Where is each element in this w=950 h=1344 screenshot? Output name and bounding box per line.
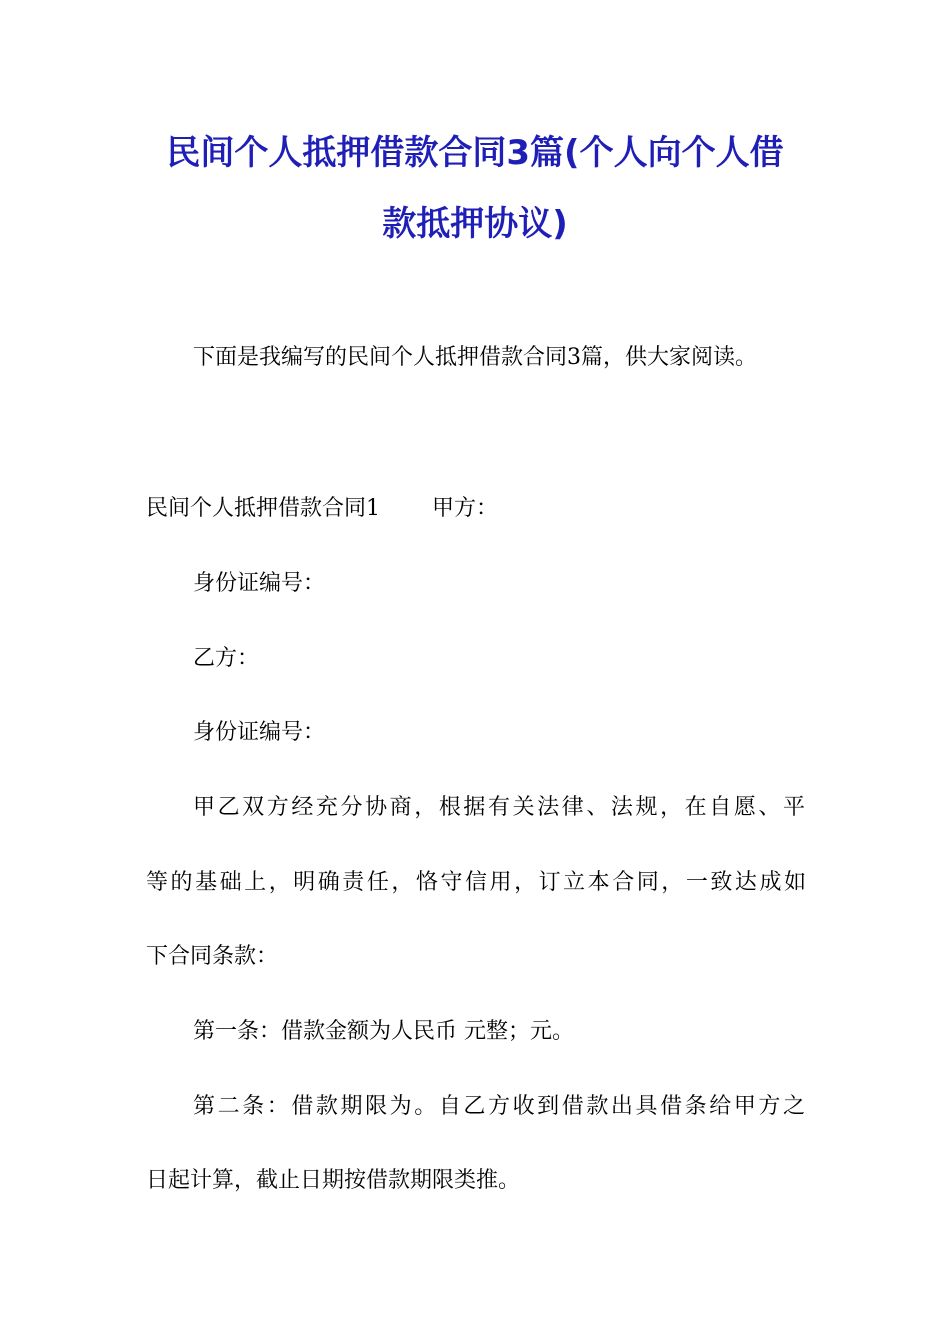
party-b-label: 乙方：	[193, 646, 260, 671]
party-b-id-label: 身份证编号：	[193, 720, 326, 745]
intro-paragraph: 下面是我编写的民间个人抵押借款合同3篇，供大家阅读。	[193, 345, 757, 370]
article-2-line-2: 日起计算，截止日期按借款期限类推。	[146, 1168, 521, 1193]
party-a-id-label: 身份证编号：	[193, 571, 326, 596]
preamble-line-1: 甲乙双方经充分协商，根据有关法律、法规，在自愿、平	[193, 795, 805, 820]
preamble-line-2: 等的基础上，明确责任，恪守信用，订立本合同，一致达成如	[146, 870, 806, 895]
document-title-line-1: 民间个人抵押借款合同3篇(个人向个人借	[166, 133, 784, 173]
article-2-line-1: 第二条：借款期限为。自乙方收到借款出具借条给甲方之	[193, 1094, 805, 1119]
party-a-label: 甲方：	[432, 496, 499, 521]
document-title-line-2: 款抵押协议)	[382, 204, 568, 244]
article-1: 第一条：借款金额为人民币 元整；元。	[193, 1019, 574, 1044]
contract-heading-row	[146, 494, 498, 524]
preamble-line-3: 下合同条款：	[146, 944, 279, 969]
contract-heading: 民间个人抵押借款合同1	[146, 496, 380, 521]
